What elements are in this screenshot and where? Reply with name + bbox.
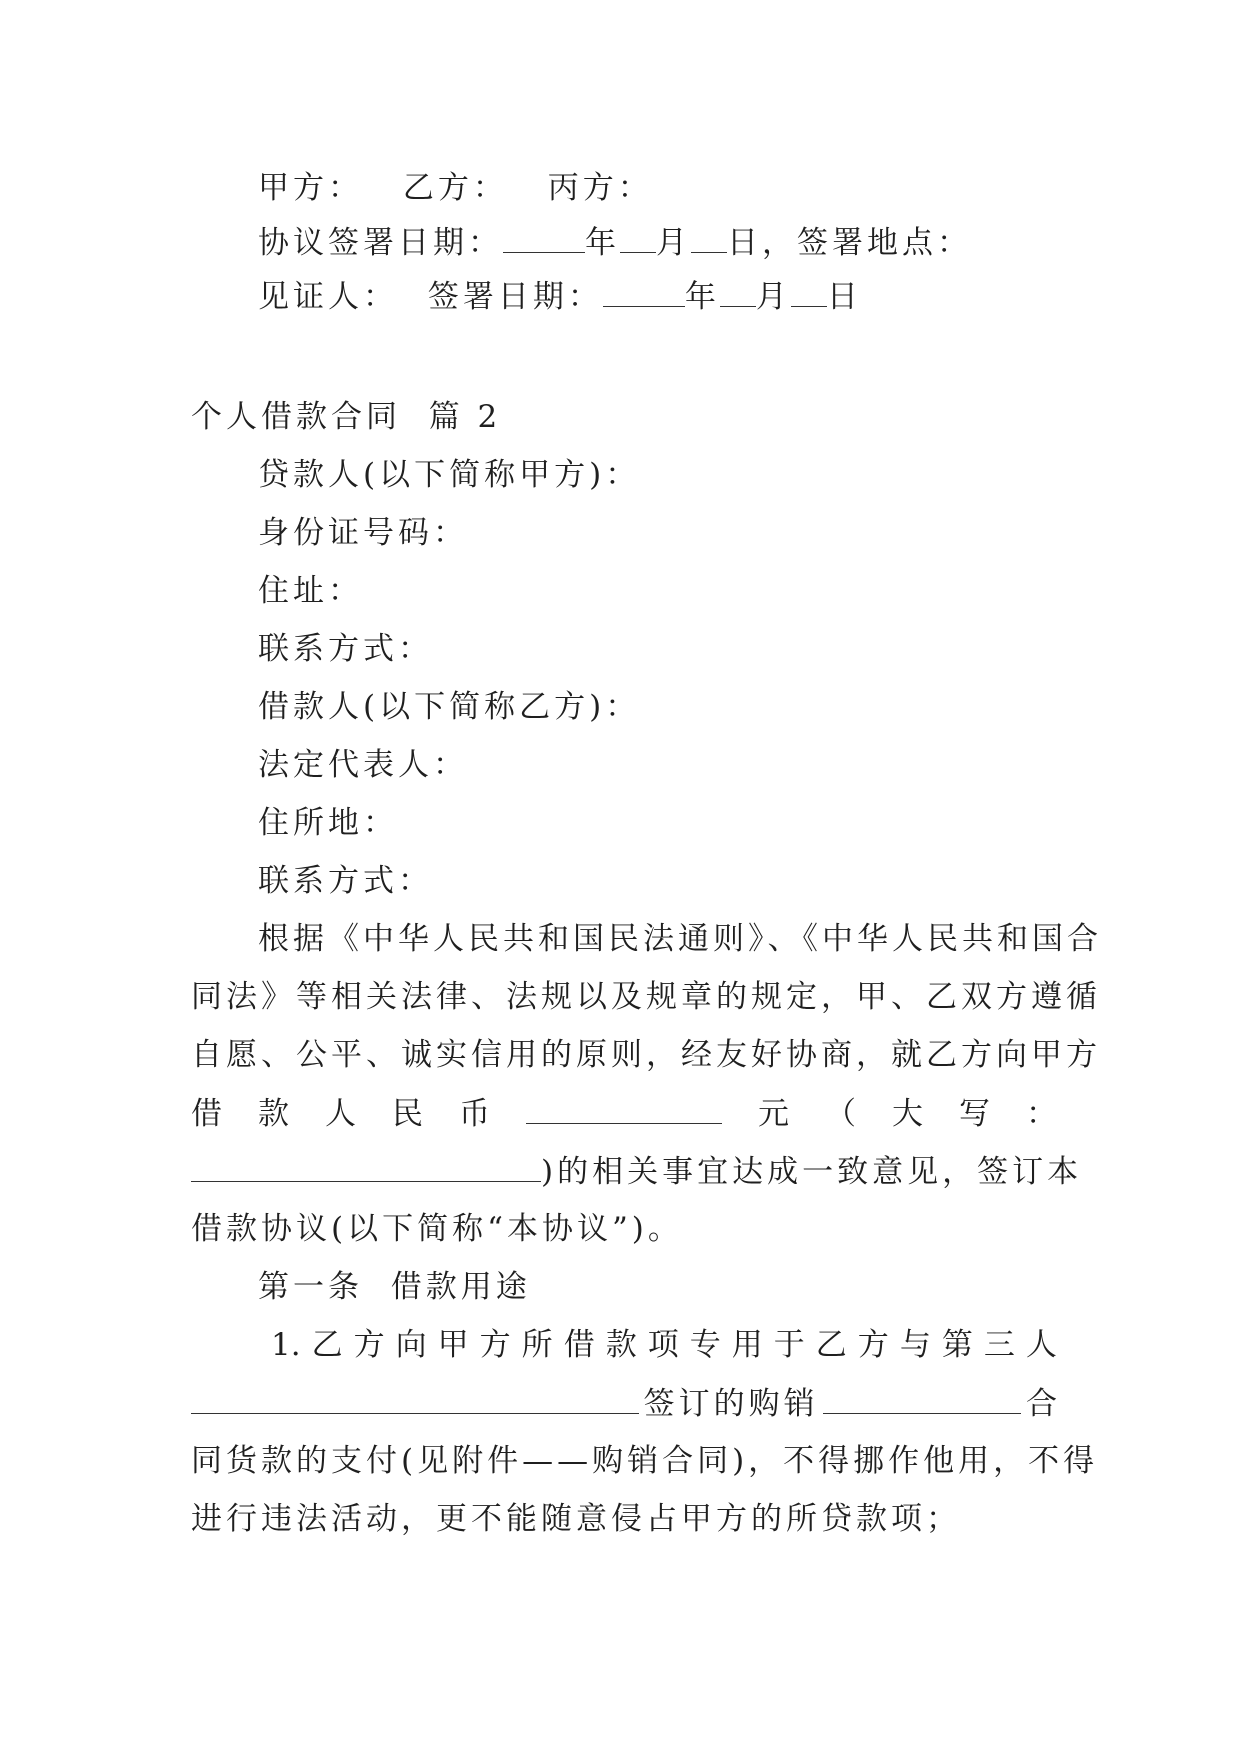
witness-year-blank[interactable] [603,276,685,307]
clause-word: 方 [857,1327,889,1363]
clause-word: 甲 [437,1327,469,1363]
witness-day-label: 日 [826,279,862,315]
witness-label: 见证人： [258,279,398,315]
section-title: 个人借款合同 篇 2 [191,399,502,435]
clause-word: 与 [899,1327,931,1363]
party-c-label: 丙方： [547,170,653,206]
clause-line-2-end: 合 [1025,1386,1057,1422]
witness-year-label: 年 [684,279,720,315]
article-1-title: 第一条 借款用途 [258,1269,531,1305]
year-blank[interactable] [503,222,585,253]
month-blank[interactable] [620,222,656,253]
lender-name: 贷款人(以下简称甲方)： [258,457,641,493]
month-label: 月 [656,225,691,261]
clause-word: 方 [353,1327,385,1363]
article-1-clause-line-1 [271,1325,1057,1365]
preamble-word: 款 [258,1096,289,1132]
preamble-line-3: 自愿、公平、诚实信用的原则，经友好协商，就乙方向甲方 [191,1037,1101,1073]
party-b-label: 乙方： [402,170,508,206]
clause-word: 专 [689,1327,721,1363]
preamble-line-1: 根据《中华人民共和国民法通则》、《中华人民共和国合 [258,921,1102,957]
preamble-word: 币 [459,1096,490,1132]
year-label: 年 [585,225,620,261]
party-a-label: 甲方： [258,170,363,206]
lender-address: 住址： [258,573,363,609]
clause-word: 第 [941,1327,973,1363]
clause-word: 乙 [311,1327,343,1363]
contract-type-blank[interactable] [823,1383,1021,1414]
clause-word: 款 [605,1327,637,1363]
preamble-line-5-text: )的相关事宜达成一致意见，签订本 [541,1154,1083,1190]
borrower-rep: 法定代表人： [258,747,468,783]
preamble-line-6: 借款协议(以下简称“本协议”)。 [191,1211,683,1247]
day-blank[interactable] [691,222,727,253]
third-party-blank[interactable] [191,1383,639,1414]
borrower-name: 借款人(以下简称乙方)： [258,689,641,725]
borrower-address: 住所地： [258,805,398,841]
clause-word: 方 [479,1327,511,1363]
preamble-word: ： [1026,1096,1057,1132]
clause-word: 乙 [815,1327,847,1363]
clause-word: 项 [647,1327,679,1363]
parties-line [258,168,653,208]
clause-word: 向 [395,1327,427,1363]
lender-id: 身份证号码： [258,515,468,551]
preamble-word: 人 [325,1096,356,1132]
clause-word: 用 [731,1327,763,1363]
preamble-line-2: 同法》等相关法律、法规以及规章的规定，甲、乙双方遵循 [191,979,1101,1015]
agreement-date-label: 协议签署日期： [258,225,503,261]
borrower-contact: 联系方式： [258,863,433,899]
amount-blank[interactable] [526,1093,722,1124]
agreement-date-line [258,222,972,263]
witness-line [258,276,862,317]
preamble-line-4 [191,1093,1057,1134]
clause-word: 1. [271,1327,301,1363]
witness-date-label: 签署日期： [427,279,603,315]
article-1-clause-line-4: 进行违法活动，更不能随意侵占甲方的所贷款项； [191,1501,961,1537]
clause-word: 三 [983,1327,1015,1363]
witness-month-blank[interactable] [720,276,756,307]
preamble-word: 元 [758,1096,789,1132]
preamble-word: 借 [191,1096,222,1132]
lender-contact: 联系方式： [258,631,433,667]
witness-month-label: 月 [755,279,791,315]
clause-word: 所 [521,1327,553,1363]
amount-in-words-blank[interactable] [191,1151,541,1182]
preamble-line-5 [191,1151,1082,1192]
signing-place-label: 签署地点： [797,225,972,261]
clause-word: 借 [563,1327,595,1363]
article-1-clause-line-3: 同货款的支付(见附件——购销合同)，不得挪作他用，不得 [191,1443,1099,1479]
day-label: 日， [727,225,797,261]
preamble-word: 民 [392,1096,423,1132]
clause-line-2-text: 签订的购销 [643,1386,819,1422]
preamble-word: 写 [959,1096,990,1132]
preamble-word: 大 [892,1096,923,1132]
article-1-clause-line-2 [191,1383,1057,1424]
clause-word: 于 [773,1327,805,1363]
witness-day-blank[interactable] [791,276,827,307]
clause-word: 人 [1025,1327,1057,1363]
preamble-word: （ [825,1096,856,1132]
